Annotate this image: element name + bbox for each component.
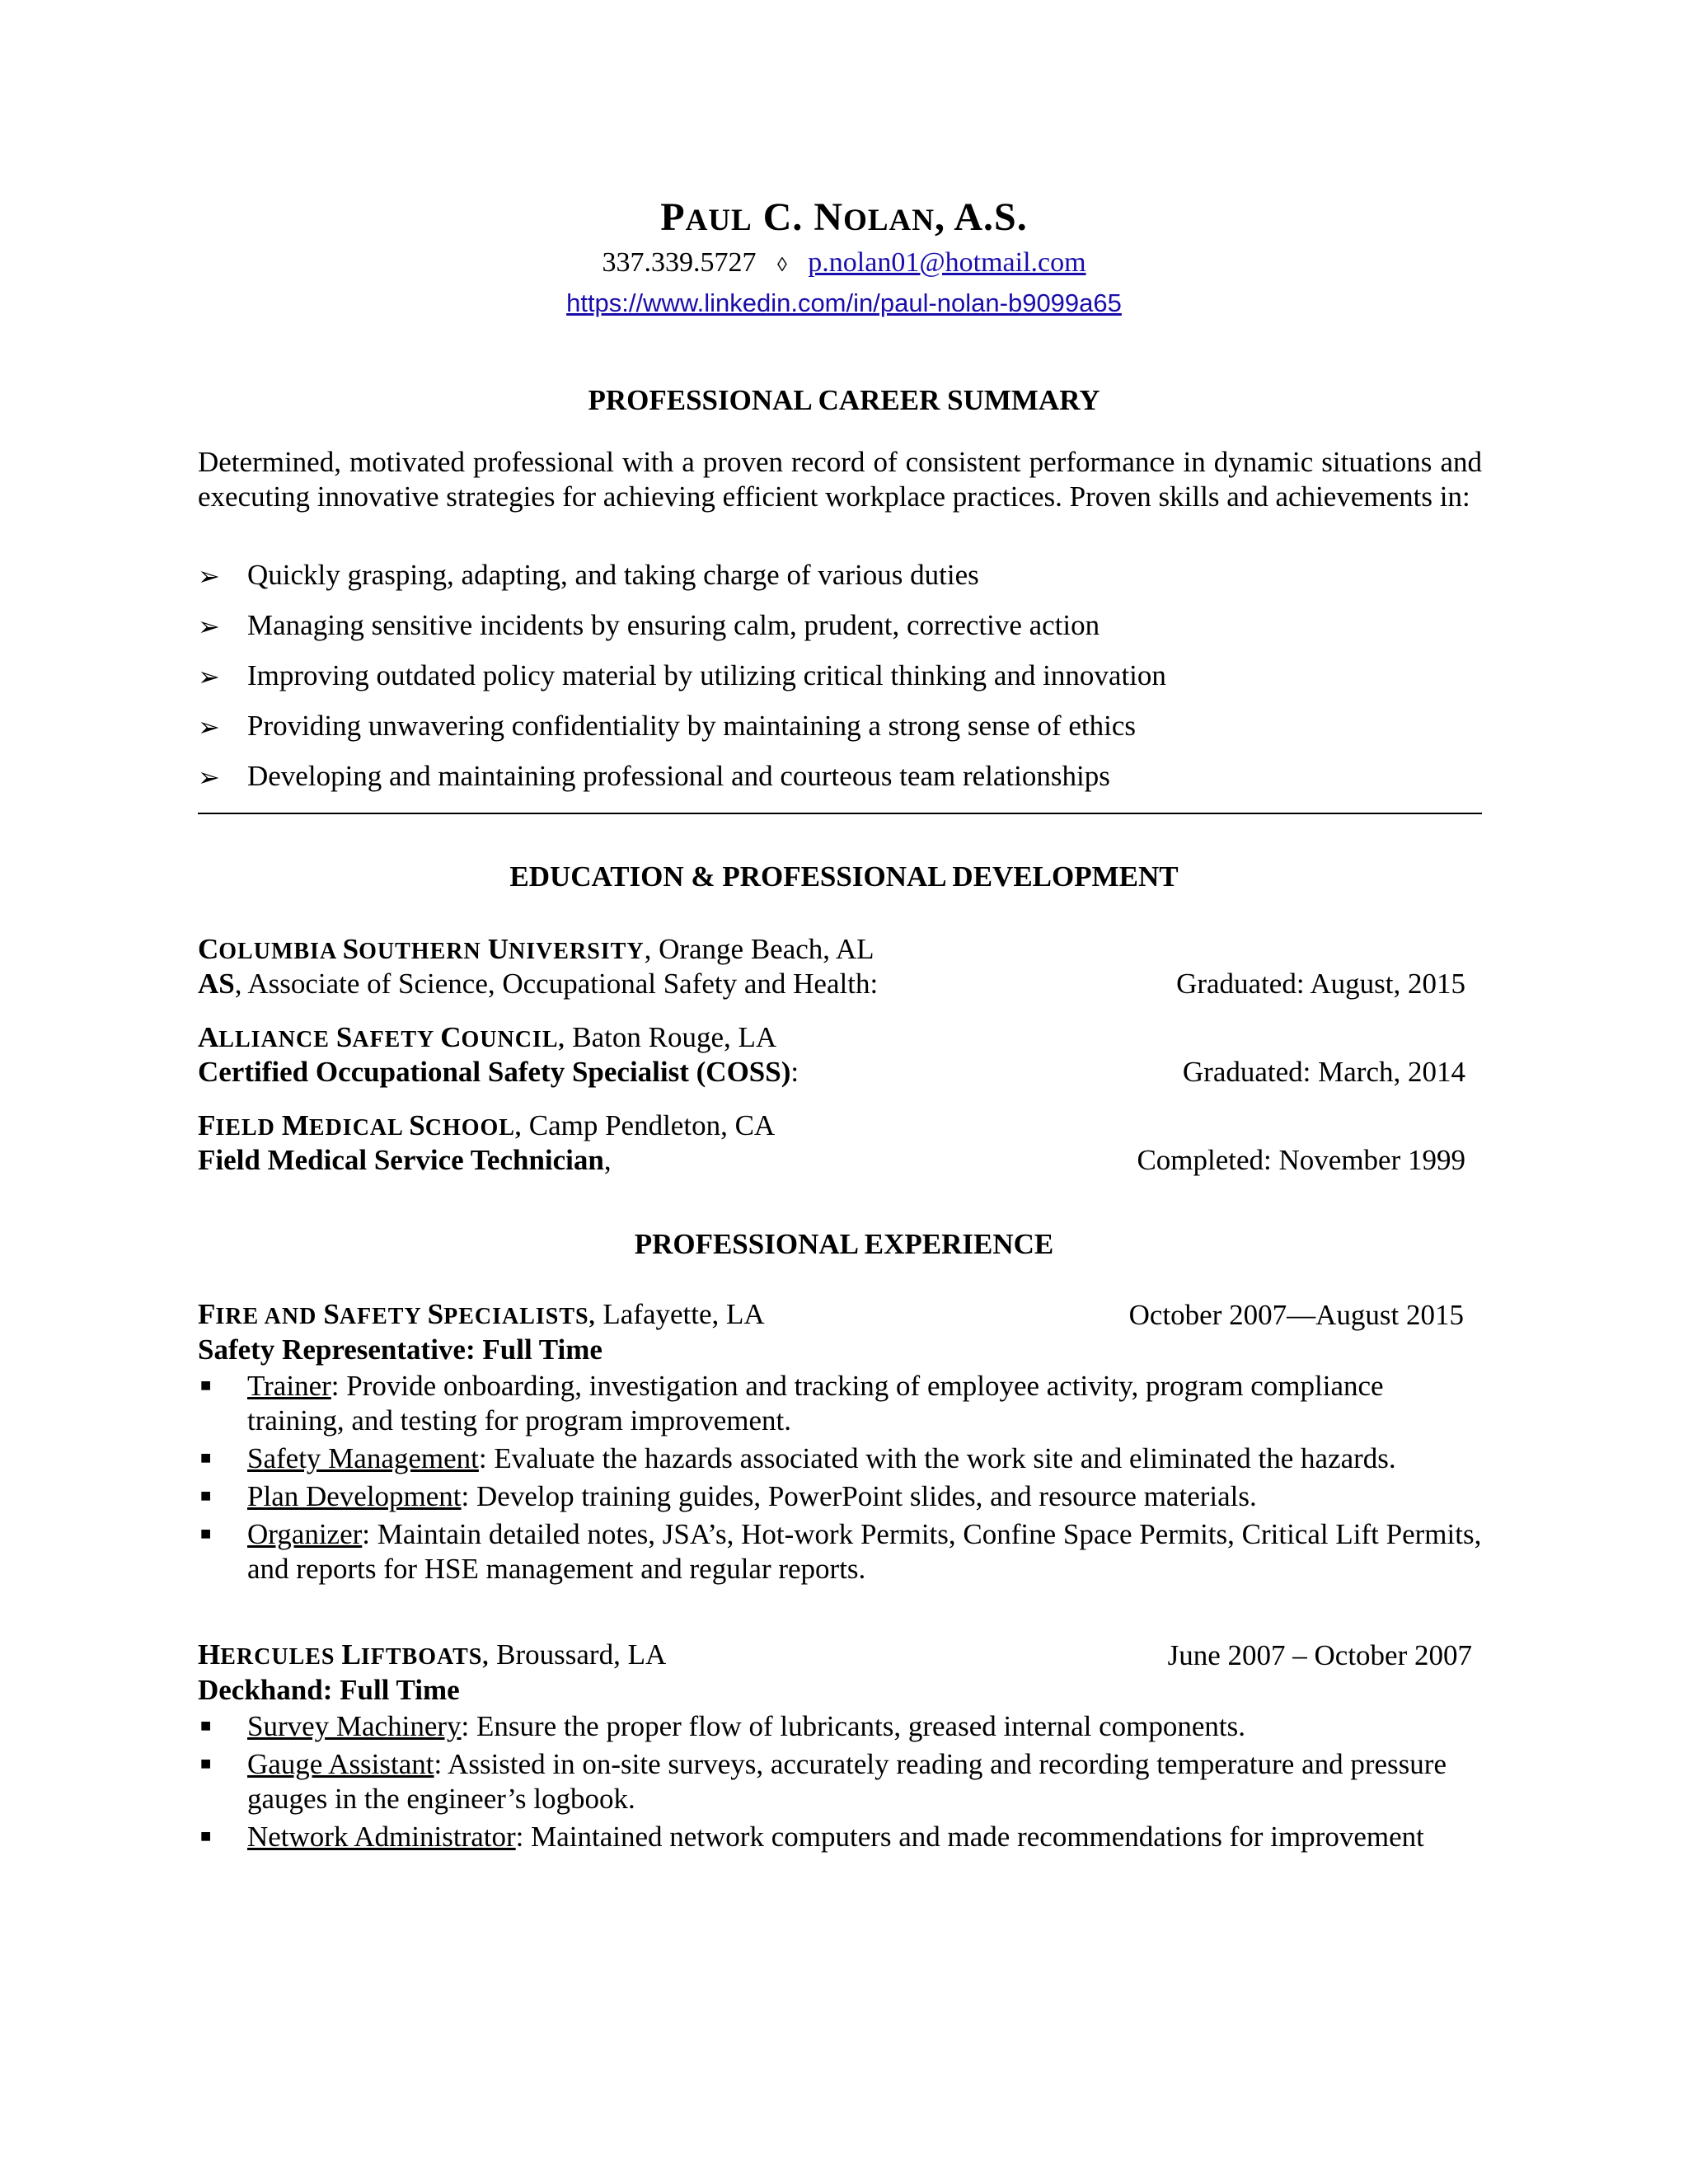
arrow-bullet-icon: ➢ [198, 612, 220, 641]
education-date: Completed: November 1999 [1137, 1144, 1465, 1176]
job-duty: Safety Management: Evaluate the hazards associated with the work site and eliminated the hazards. [247, 1442, 1396, 1474]
job-duty: Trainer: Provide onboarding, investigation and tracking of employee activity, program compliance training, and testing for program improvement. [247, 1370, 1384, 1436]
contact-line [0, 247, 1688, 279]
education-org: FIELD MEDICAL SCHOOL, Camp Pendleton, CA [198, 1109, 776, 1141]
education-org: ALLIANCE SAFETY COUNCIL, Baton Rouge, LA [198, 1021, 777, 1053]
arrow-bullet-icon: ➢ [198, 762, 220, 792]
square-bullet-icon: ■ [200, 1825, 212, 1846]
education-degree: Certified Occupational Safety Specialist (COSS): [198, 1056, 799, 1088]
job-org: HERCULES LIFTBOATS, Broussard, LA [198, 1638, 667, 1671]
summary-bullet: Managing sensitive incidents by ensuring calm, prudent, corrective action [247, 609, 1100, 641]
job-duty: Plan Development: Develop training guides, PowerPoint slides, and resource materials. [247, 1480, 1257, 1512]
summary-bullet: Providing unwavering confidentiality by maintaining a strong sense of ethics [247, 710, 1136, 742]
job-dates: October 2007—August 2015 [1128, 1299, 1464, 1331]
education-date: Graduated: August, 2015 [1176, 968, 1465, 1000]
education-org: COLUMBIA SOUTHERN UNIVERSITY, Orange Beach, AL [198, 933, 874, 965]
phone-number: 337.339.5727 [602, 247, 757, 278]
job-title: Safety Representative: Full Time [198, 1333, 603, 1366]
square-bullet-icon: ■ [200, 1485, 212, 1506]
candidate-name: PAUL C. NOLAN, A.S. [660, 195, 1028, 239]
education-heading: EDUCATION & PROFESSIONAL DEVELOPMENT [509, 860, 1179, 893]
job-duty: Network Administrator: Maintained network computers and made recommendations for improvement [247, 1821, 1424, 1853]
email-link[interactable]: p.nolan01@hotmail.com [808, 247, 1086, 278]
education-degree: AS, Associate of Science, Occupational Safety and Health: [198, 968, 879, 1000]
square-bullet-icon: ■ [200, 1375, 212, 1395]
square-bullet-icon: ■ [200, 1447, 212, 1468]
square-bullet-icon: ■ [200, 1523, 212, 1544]
summary-bullet: Improving outdated policy material by utilizing critical thinking and innovation [247, 659, 1166, 691]
education-degree: Field Medical Service Technician, [198, 1144, 612, 1176]
summary-paragraph: Determined, motivated professional with a proven record of consistent performance in dynamic situations and executing innovative strategies for achieving efficient workplace practices. Proven skills and achievements in: [198, 446, 1482, 513]
square-bullet-icon: ■ [200, 1753, 212, 1774]
linkedin-link[interactable]: https://www.linkedin.com/in/paul-nolan-b9099a65 [566, 288, 1122, 317]
experience-heading: PROFESSIONAL EXPERIENCE [634, 1228, 1054, 1260]
job-duty: Survey Machinery: Ensure the proper flow of lubricants, greased internal components. [247, 1710, 1246, 1742]
job-duty: Organizer: Maintain detailed notes, JSA’s, Hot-work Permits, Confine Space Permits, Critical Lift Permits, and reports for HSE management and regular reports. [247, 1518, 1482, 1585]
square-bullet-icon: ■ [200, 1715, 212, 1736]
arrow-bullet-icon: ➢ [198, 712, 220, 742]
job-dates: June 2007 – October 2007 [1167, 1639, 1472, 1671]
section-divider [198, 813, 1482, 814]
summary-heading: PROFESSIONAL CAREER SUMMARY [588, 384, 1100, 416]
arrow-bullet-icon: ➢ [198, 662, 220, 691]
summary-bullet: Quickly grasping, adapting, and taking charge of various duties [247, 559, 979, 591]
job-title: Deckhand: Full Time [198, 1674, 460, 1706]
job-org: FIRE AND SAFETY SPECIALISTS, Lafayette, LA [198, 1298, 765, 1330]
separator-icon: ◊ [776, 255, 787, 276]
arrow-bullet-icon: ➢ [198, 561, 220, 591]
summary-bullet: Developing and maintaining professional and courteous team relationships [247, 760, 1110, 792]
job-duty: Gauge Assistant: Assisted in on-site surveys, accurately reading and recording temperature and pressure gauges in the engineer’s logbook. [247, 1748, 1447, 1815]
education-date: Graduated: March, 2014 [1182, 1056, 1465, 1088]
